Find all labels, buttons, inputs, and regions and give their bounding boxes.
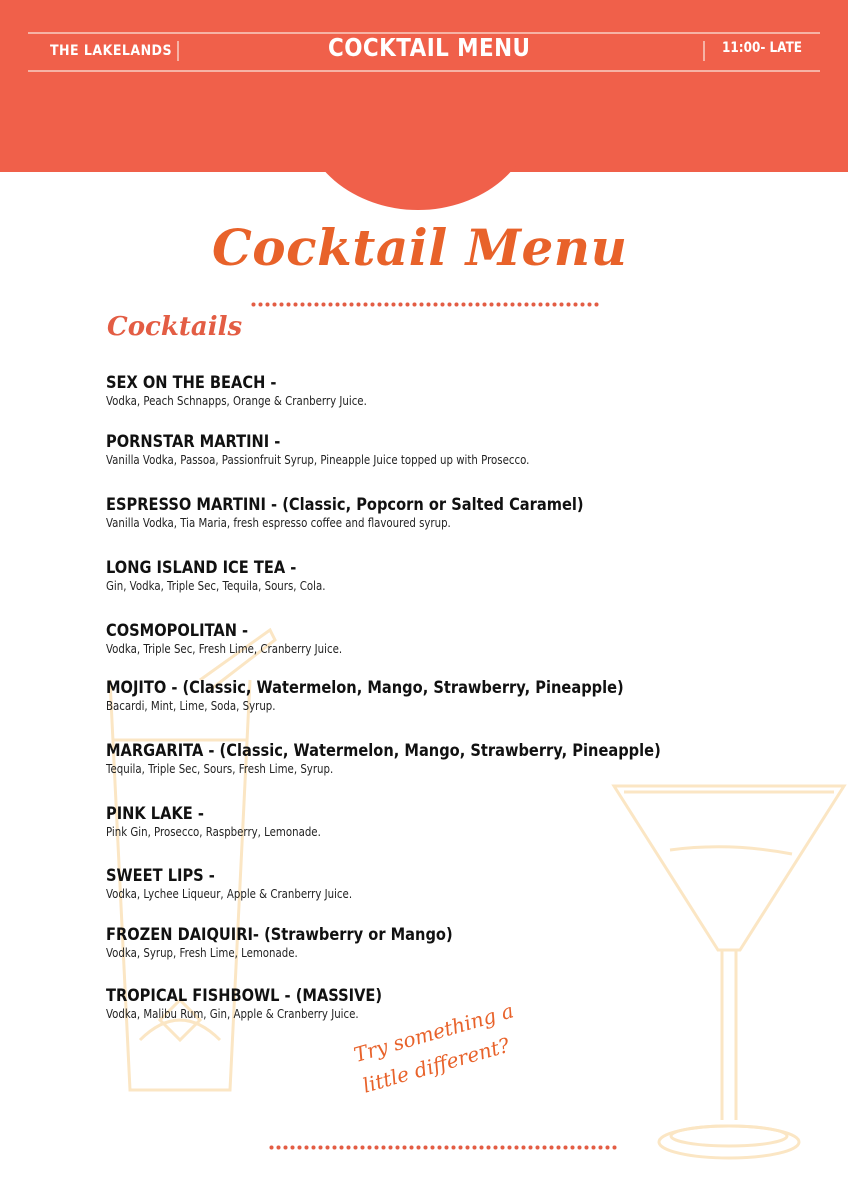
opening-hours: 11:00- LATE xyxy=(722,40,803,56)
menu-item xyxy=(106,558,364,594)
header-divider-right xyxy=(703,41,705,61)
header-divider-left xyxy=(177,41,179,61)
item-description: Vodka, Lychee Liqueur, Apple & Cranberry Juice. xyxy=(106,887,353,901)
item-description: Vodka, Triple Sec, Fresh Lime, Cranberry Juice. xyxy=(106,642,343,656)
item-name: MOJITO - (Classic, Watermelon, Mango, Strawberry, Pineapple) xyxy=(106,678,624,698)
item-name: COSMOPOLITAN - xyxy=(106,621,249,641)
item-name: SWEET LIPS - xyxy=(106,866,215,886)
menu-item xyxy=(106,621,384,657)
menu-item xyxy=(106,373,413,409)
menu-item xyxy=(106,495,661,531)
menu-item xyxy=(106,925,509,961)
menu-item xyxy=(106,741,751,777)
menu-item xyxy=(106,804,359,840)
item-name: PINK LAKE - xyxy=(106,804,204,824)
item-description: Bacardi, Mint, Lime, Soda, Syrup. xyxy=(106,699,276,713)
tagline: Try something a little different? xyxy=(351,998,517,1098)
item-description: Pink Gin, Prosecco, Raspberry, Lemonade. xyxy=(106,825,321,839)
item-name: MARGARITA - (Classic, Watermelon, Mango, Strawberry, Pineapple) xyxy=(106,741,661,761)
item-name: TROPICAL FISHBOWL - (MASSIVE) xyxy=(106,986,383,1006)
item-name: SEX ON THE BEACH - xyxy=(106,373,277,393)
menu-item xyxy=(106,986,427,1022)
item-name: PORNSTAR MARTINI - xyxy=(106,432,281,452)
item-description: Vanilla Vodka, Tia Maria, fresh espresso coffee and flavoured syrup. xyxy=(106,516,451,530)
header-title: COCKTAIL MENU xyxy=(328,33,531,62)
item-description: Tequila, Triple Sec, Sours, Fresh Lime, Syrup. xyxy=(106,762,334,776)
menu-item xyxy=(106,678,708,714)
item-description: Gin, Vodka, Triple Sec, Tequila, Sours, Cola. xyxy=(106,579,326,593)
section-title: Cocktails xyxy=(107,312,243,342)
header-bump xyxy=(300,110,536,210)
item-name: LONG ISLAND ICE TEA - xyxy=(106,558,297,578)
venue-name: THE LAKELANDS xyxy=(50,43,173,59)
menu-item xyxy=(106,432,604,468)
martini-glass-icon xyxy=(610,780,848,1170)
item-description: Vodka, Syrup, Fresh Lime, Lemonade. xyxy=(106,946,298,960)
dotted-divider-bottom xyxy=(268,1145,618,1150)
item-name: ESPRESSO MARTINI - (Classic, Popcorn or Salted Caramel) xyxy=(106,495,584,515)
item-description: Vanilla Vodka, Passoa, Passionfruit Syrup, Pineapple Juice topped up with Prosecco. xyxy=(106,453,530,467)
item-description: Vodka, Peach Schnapps, Orange & Cranberry Juice. xyxy=(106,394,367,408)
script-title: Cocktail Menu xyxy=(212,218,628,277)
dotted-divider-top xyxy=(250,302,600,307)
item-description: Vodka, Malibu Rum, Gin, Apple & Cranberry Juice. xyxy=(106,1007,359,1021)
item-name: FROZEN DAIQUIRI- (Strawberry or Mango) xyxy=(106,925,453,945)
menu-item xyxy=(106,866,395,902)
header-bottom-rule xyxy=(28,70,820,72)
